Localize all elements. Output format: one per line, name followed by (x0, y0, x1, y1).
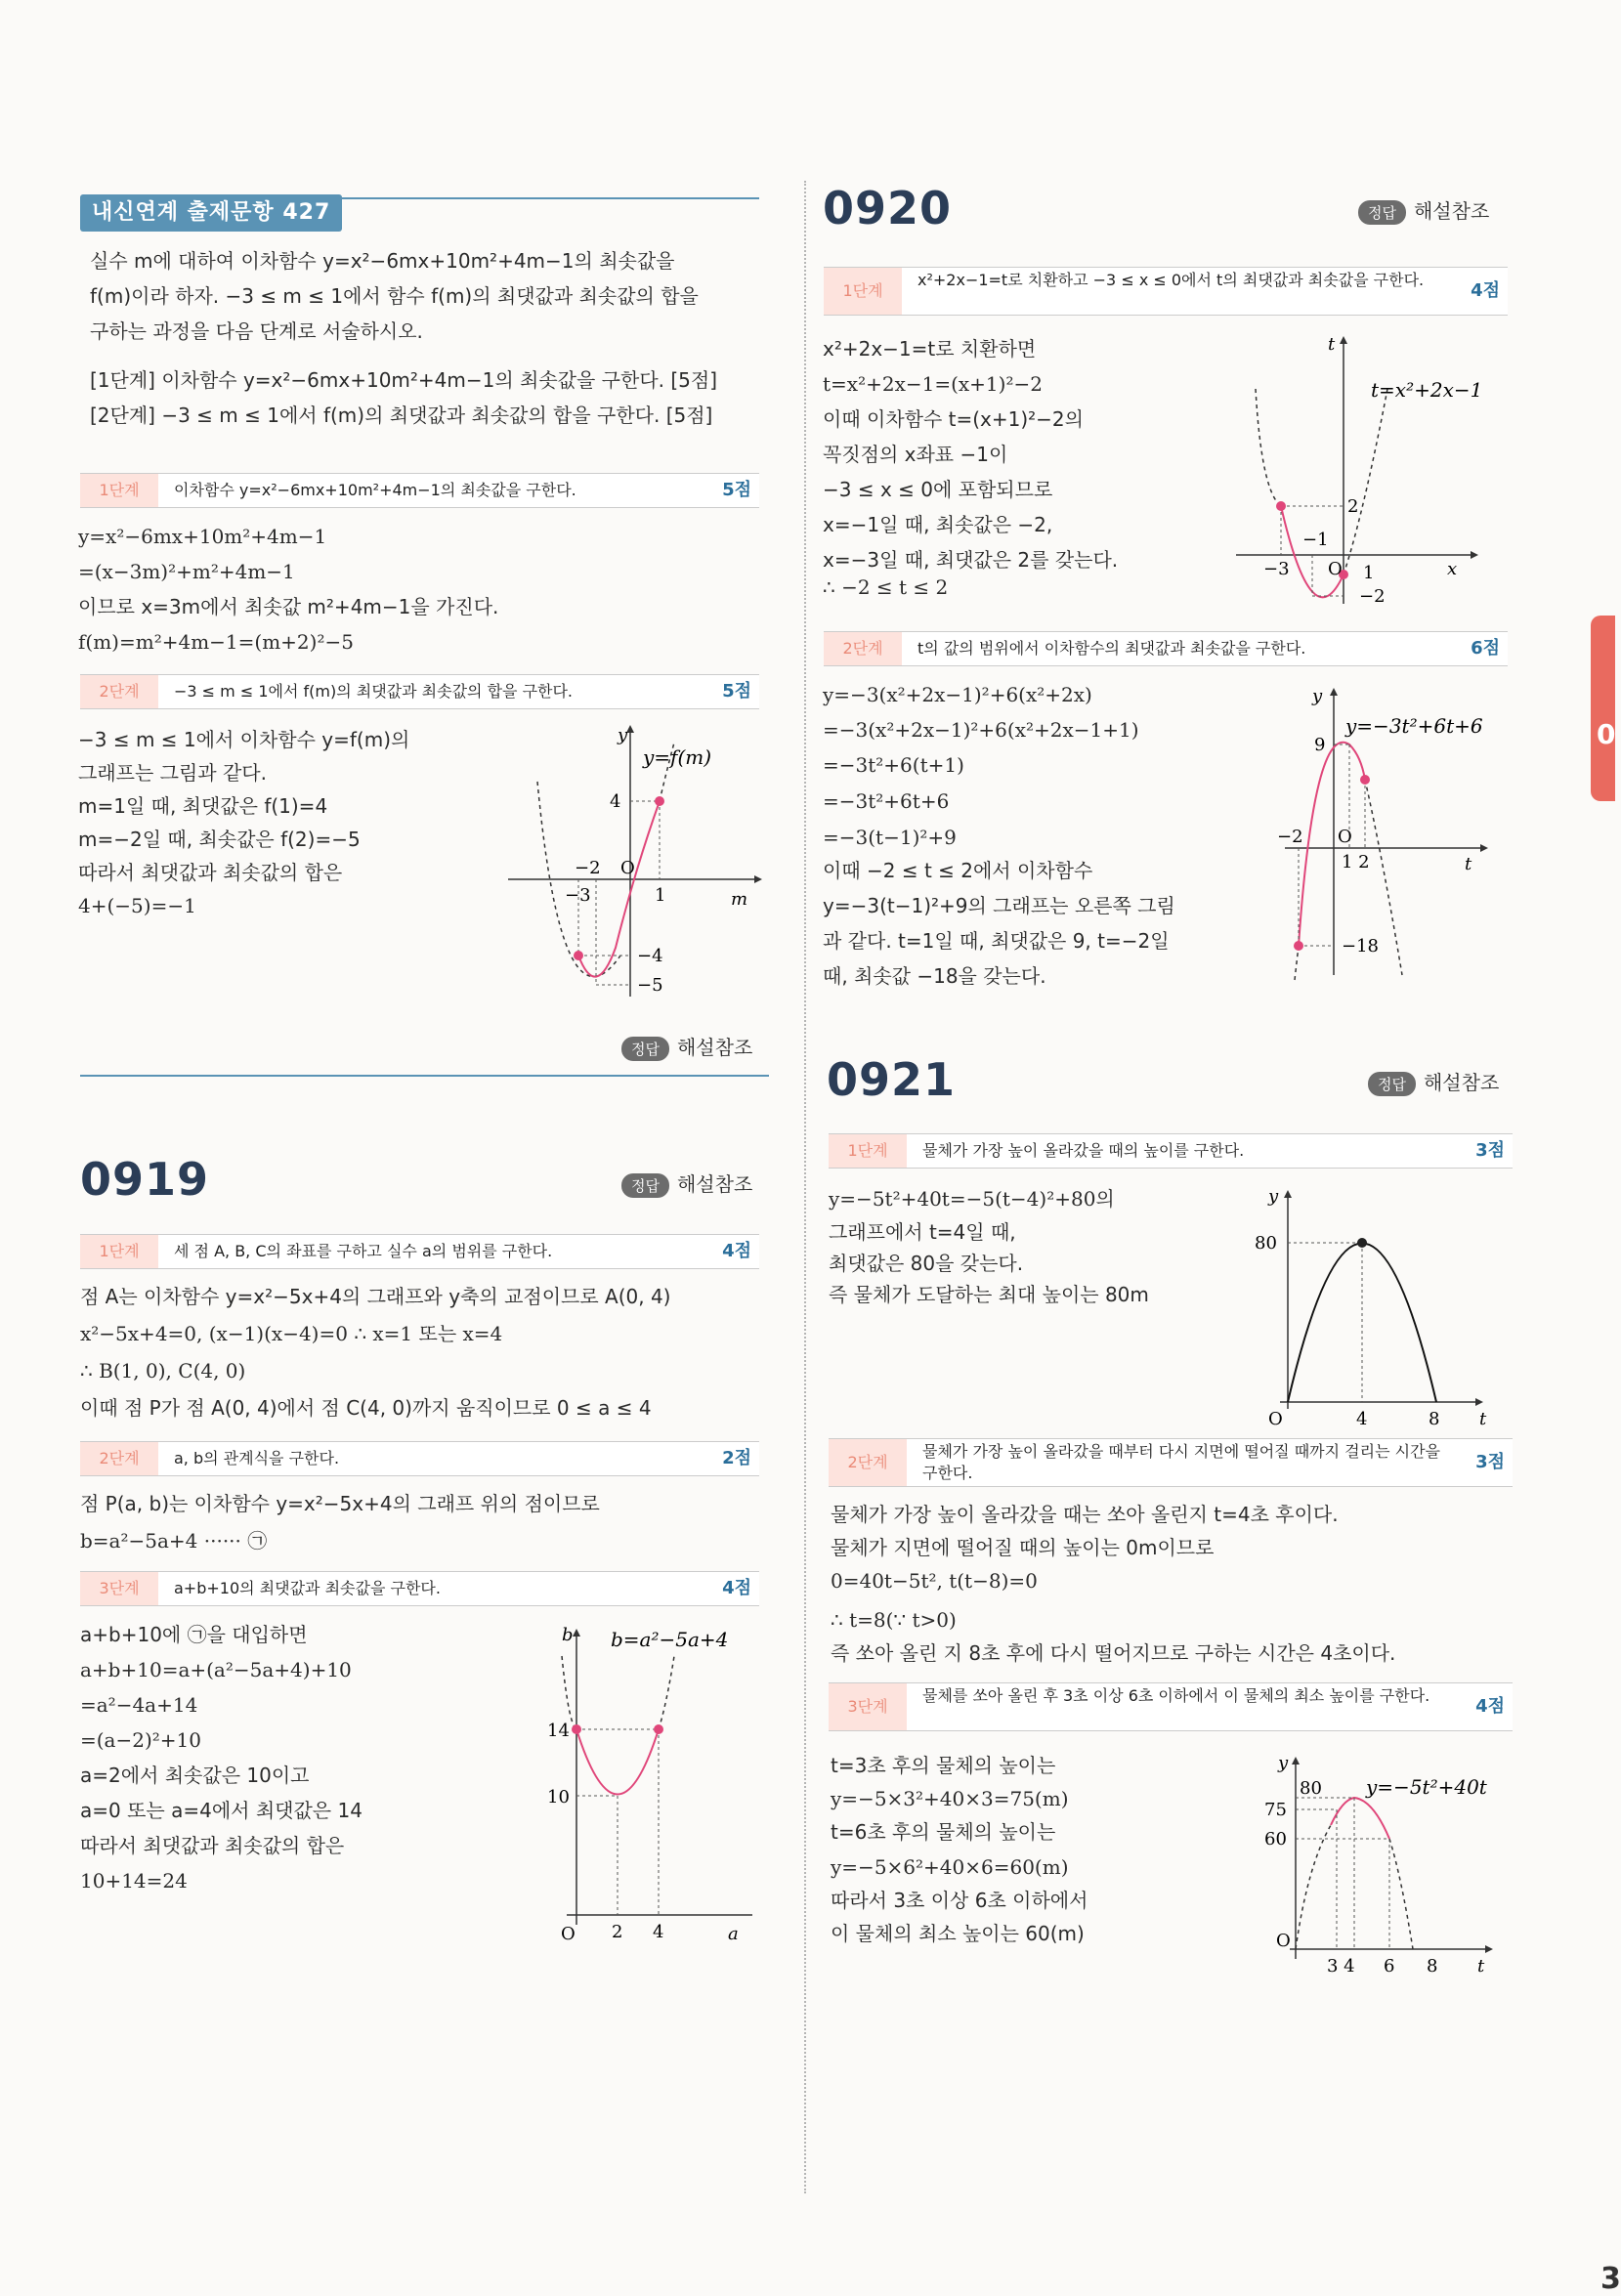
solution-line: =−3t²+6(t+1) (823, 753, 964, 777)
tick-label: 2 (1347, 496, 1359, 517)
solution-line: 이므로 x=3m에서 최솟값 m²+4m−1을 가진다. (78, 595, 499, 618)
step-points: 5점 (722, 681, 751, 702)
step-points: 6점 (1471, 638, 1500, 659)
solution-line: 때, 최솟값 −18을 갖는다. (823, 964, 1046, 988)
problem-line: 구하는 과정을 다음 단계로 서술하시오. (90, 319, 423, 343)
solution-line: y=−5×6²+40×6=60(m) (831, 1855, 1069, 1879)
solution-line: 점 P(a, b)는 이차함수 y=x²−5x+4의 그래프 위의 점이므로 (80, 1492, 600, 1515)
solution-line: 최댓값은 80을 갖는다. (829, 1252, 1024, 1275)
solution-line: ∴ −2 ≤ t ≤ 2 (823, 575, 949, 599)
curve-label: y=−5t²+40t (1366, 1775, 1487, 1799)
axis-label: t (1465, 854, 1472, 874)
graph-t-of-x (1226, 330, 1510, 614)
solution-line: 물체가 가장 높이 올라갔을 때는 쏘아 올린지 t=4초 후이다. (831, 1503, 1339, 1526)
tick-label: 4 (610, 791, 621, 812)
graph-height-range (1251, 1749, 1514, 1983)
solution-line: y=−3(x²+2x−1)²+6(x²+2x) (823, 683, 1092, 706)
solution-line: t=3초 후의 물체의 높이는 (831, 1754, 1056, 1777)
solution-line: 그래프에서 t=4일 때, (829, 1220, 1016, 1244)
step-tag: 2단계 (80, 1442, 158, 1475)
solution-line: b=a²−5a+4 ······ ㉠ (80, 1529, 268, 1552)
step-desc: a+b+10의 최댓값과 최솟값을 구한다. (174, 1579, 441, 1597)
solution-line: ∴ B(1, 0), C(4, 0) (80, 1359, 246, 1382)
tick-label: O (620, 858, 635, 878)
tick-label: 80 (1300, 1778, 1322, 1799)
problem-number-0920: 0920 (823, 182, 953, 234)
axis-label: b (562, 1625, 574, 1645)
tick-label: 60 (1264, 1829, 1287, 1850)
solution-line: 10+14=24 (80, 1869, 188, 1892)
step-tag: 3단계 (829, 1683, 907, 1730)
tick-label: −2 (575, 858, 601, 878)
answer-427 (621, 1032, 752, 1061)
step-tag: 1단계 (80, 474, 158, 507)
solution-line: y=−5×3²+40×3=75(m) (831, 1787, 1069, 1810)
problem-number-0919: 0919 (80, 1153, 210, 1206)
answer-0921 (1368, 1067, 1499, 1096)
solution-line: =−3(x²+2x−1)²+6(x²+2x−1+1) (823, 718, 1139, 742)
tick-label: −2 (1277, 827, 1303, 847)
step-points: 2점 (722, 1448, 751, 1468)
solution-line: t=6초 후의 물체의 높이는 (831, 1820, 1056, 1844)
curve-label: t=x²+2x−1 (1371, 378, 1483, 402)
side-tab-label: 0 (1597, 718, 1616, 750)
tick-label: O (1338, 827, 1352, 847)
axis-label: a (728, 1924, 739, 1944)
solution-line: 따라서 최댓값과 최솟값의 합은 (80, 1834, 345, 1857)
step-3-header (829, 1682, 1513, 1731)
point-t2 (1360, 775, 1370, 785)
solution-line: a=0 또는 a=4에서 최댓값은 14 (80, 1799, 363, 1822)
step-2-header (80, 1441, 759, 1476)
side-tab (1591, 616, 1615, 801)
solution-line: 이때 −2 ≤ t ≤ 2에서 이차함수 (823, 859, 1093, 882)
point-max (655, 796, 664, 806)
tick-label: O (1328, 559, 1343, 579)
step-desc: 세 점 A, B, C의 좌표를 구하고 실수 a의 범위를 구한다. (174, 1242, 553, 1260)
axis-label: y (1278, 1753, 1289, 1773)
problem-step-line: [2단계] −3 ≤ m ≤ 1에서 f(m)의 최댓값과 최솟값의 합을 구한다. [5점] (90, 404, 713, 427)
solution-line: 점 A는 이차함수 y=x²−5x+4의 그래프와 y축의 교점이므로 A(0, 4) (80, 1285, 671, 1308)
axis-label: t (1477, 1956, 1485, 1977)
step-points: 5점 (722, 480, 751, 500)
step-1-header (80, 473, 759, 508)
problem-line: 실수 m에 대하여 이차함수 y=x²−6mx+10m²+4m−1의 최솟값을 (90, 249, 675, 273)
step-points: 4점 (722, 1241, 751, 1261)
tick-label: 8 (1427, 1956, 1438, 1977)
solution-line: 따라서 최댓값과 최솟값의 합은 (78, 861, 343, 884)
step-desc: x²+2x−1=t로 치환하고 −3 ≤ x ≤ 0에서 t의 최댓값과 최솟값을 구한다. (917, 271, 1425, 289)
point-x-3 (1276, 501, 1286, 511)
badge-naesin: 내신연계 출제문항 427 (80, 194, 342, 232)
tick-label: −3 (1263, 559, 1290, 579)
tick-label: 14 (547, 1721, 570, 1741)
badge-rule (80, 197, 759, 199)
problem-number-0921: 0921 (827, 1053, 957, 1106)
solution-line: =(x−3m)²+m²+4m−1 (78, 560, 295, 583)
step-desc: 물체가 가장 높이 올라갔을 때부터 다시 지면에 떨어질 때까지 걸리는 시간을 구한다. (922, 1442, 1440, 1482)
tick-label: −18 (1342, 936, 1379, 957)
solution-line: 이때 이차함수 t=(x+1)²−2의 (823, 407, 1084, 431)
answer-text: 해설참조 (1413, 199, 1490, 223)
solution-line: m=1일 때, 최댓값은 f(1)=4 (78, 794, 328, 818)
solution-line: =−3(t−1)²+9 (823, 826, 957, 849)
step-points: 4점 (722, 1578, 751, 1598)
solution-line: 4+(−5)=−1 (78, 894, 196, 917)
step-tag: 3단계 (80, 1572, 158, 1605)
solution-line: 과 같다. t=1일 때, 최댓값은 9, t=−2일 (823, 929, 1170, 953)
solution-line: 꼭짓점의 x좌표 −1이 (823, 443, 1008, 466)
solution-line: a=2에서 최솟값은 10이고 (80, 1764, 310, 1787)
step-points: 3점 (1475, 1140, 1505, 1161)
step-tag: 1단계 (829, 1134, 907, 1168)
solution-line: y=−5t²+40t=−5(t−4)²+80의 (829, 1187, 1115, 1211)
page-number: 3 (1600, 2262, 1621, 2296)
solution-line: x²+2x−1=t로 치환하면 (823, 337, 1037, 361)
axis-label: t (1479, 1409, 1487, 1429)
answer-0919 (621, 1169, 752, 1198)
solution-line: 물체가 지면에 떨어질 때의 높이는 0m이므로 (831, 1536, 1215, 1559)
graph-height (1241, 1182, 1505, 1429)
tick-label: 6 (1384, 1956, 1395, 1977)
answer-text: 해설참조 (676, 1172, 753, 1196)
tick-label: O (1268, 1409, 1283, 1429)
step-tag: 2단계 (80, 675, 158, 708)
point-vertex (1357, 1238, 1367, 1248)
solution-line: y=−3(t−1)²+9의 그래프는 오른쪽 그림 (823, 894, 1175, 917)
step-1-header (829, 1133, 1513, 1169)
step-desc: 이차함수 y=x²−6mx+10m²+4m−1의 최솟값을 구한다. (174, 481, 576, 499)
tick-label: −1 (1302, 530, 1329, 550)
solution-line: =−3t²+6t+6 (823, 789, 950, 813)
tick-label: 75 (1264, 1800, 1287, 1820)
tick-label: −2 (1359, 586, 1386, 607)
tick-label: 8 (1429, 1409, 1440, 1429)
graph-y-of-t (1256, 682, 1510, 987)
step-2-header (80, 674, 759, 709)
solution-line: m=−2일 때, 최솟값은 f(2)=−5 (78, 828, 361, 851)
solution-line: a+b+10=a+(a²−5a+4)+10 (80, 1658, 352, 1681)
answer-pill: 정답 (1368, 1072, 1416, 1096)
solution-line: 따라서 3초 이상 6초 이하에서 (831, 1889, 1088, 1912)
tick-label: O (1276, 1931, 1291, 1951)
tick-label: 1 (655, 885, 666, 906)
step-3-header (80, 1571, 759, 1606)
curve-label: y=−3t²+6t+6 (1345, 714, 1483, 738)
axis-label: y (1312, 686, 1323, 706)
solution-line: x²−5x+4=0, (x−1)(x−4)=0 ∴ x=1 또는 x=4 (80, 1322, 503, 1345)
curve-label: b=a²−5a+4 (611, 1628, 729, 1651)
step-points: 4점 (1475, 1696, 1505, 1717)
tick-label: −5 (637, 975, 663, 996)
solution-line: −3 ≤ x ≤ 0에 포함되므로 (823, 478, 1053, 501)
answer-0920 (1358, 195, 1489, 225)
solution-line: f(m)=m²+4m−1=(m+2)²−5 (78, 630, 354, 654)
solution-line: t=x²+2x−1=(x+1)²−2 (823, 372, 1043, 396)
solution-line: 즉 쏘아 올린 지 8초 후에 다시 떨어지므로 구하는 시간은 4초이다. (831, 1641, 1396, 1665)
solution-line: 그래프는 그림과 같다. (78, 761, 267, 785)
solution-line: y=x²−6mx+10m²+4m−1 (78, 525, 327, 548)
step-tag: 1단계 (80, 1235, 158, 1268)
tick-label: 4 (653, 1922, 664, 1942)
tick-label: 2 (612, 1922, 623, 1942)
step-1-header (80, 1234, 759, 1269)
tick-label: 10 (547, 1787, 570, 1807)
step-points: 3점 (1475, 1452, 1505, 1472)
point-min (574, 951, 583, 960)
answer-pill: 정답 (621, 1037, 669, 1061)
step-desc: a, b의 관계식을 구한다. (174, 1449, 340, 1467)
step-points: 4점 (1471, 280, 1500, 301)
step-tag: 1단계 (824, 268, 902, 315)
section-divider (80, 1075, 769, 1077)
axis-label: m (731, 889, 748, 910)
solution-line: 즉 물체가 도달하는 최대 높이는 80m (829, 1283, 1149, 1306)
step-desc: −3 ≤ m ≤ 1에서 f(m)의 최댓값과 최솟값의 합을 구한다. (174, 682, 574, 701)
step-1-header (824, 267, 1508, 316)
solution-line: x=−1일 때, 최솟값은 −2, (823, 513, 1053, 536)
graph-f-of-m (498, 713, 762, 1006)
solution-line: 이 물체의 최소 높이는 60(m) (831, 1922, 1085, 1945)
point-a4 (654, 1724, 663, 1734)
curve-label: y=f(m) (643, 745, 712, 769)
column-divider (804, 181, 806, 2193)
solution-line: 이때 점 P가 점 A(0, 4)에서 점 C(4, 0)까지 움직이므로 0 ≤ a ≤ 4 (80, 1396, 652, 1420)
solution-line: 0=40t−5t², t(t−8)=0 (831, 1569, 1038, 1593)
solution-line: a+b+10에 ㉠을 대입하면 (80, 1623, 308, 1646)
axis-label: t (1328, 334, 1336, 355)
axis-label: x (1447, 559, 1458, 579)
solution-line: ∴ t=8(∵ t>0) (831, 1608, 957, 1632)
step-tag: 2단계 (829, 1439, 907, 1486)
answer-text: 해설참조 (676, 1036, 753, 1059)
tick-label: 3 4 (1327, 1956, 1355, 1977)
step-2-header (824, 631, 1508, 666)
axis-label: y (1268, 1186, 1279, 1207)
tick-label: 80 (1255, 1233, 1277, 1254)
tick-label: O (561, 1924, 576, 1944)
step-2-header (829, 1438, 1513, 1487)
axis-label: y (618, 725, 628, 745)
tick-label: −4 (637, 946, 663, 966)
problem-step-line: [1단계] 이차함수 y=x²−6mx+10m²+4m−1의 최솟값을 구한다. [5점] (90, 368, 718, 392)
tick-label: 4 (1356, 1409, 1368, 1429)
problem-line: f(m)이라 하자. −3 ≤ m ≤ 1에서 함수 f(m)의 최댓값과 최솟값의 합을 (90, 284, 699, 308)
solution-line: =a²−4a+14 (80, 1693, 198, 1717)
answer-pill: 정답 (621, 1173, 669, 1198)
step-tag: 2단계 (824, 632, 902, 665)
tick-label: 1 2 (1342, 852, 1370, 872)
point-a0 (572, 1724, 581, 1734)
tick-label: −3 (565, 885, 591, 906)
solution-line: x=−3일 때, 최댓값은 2를 갖는다. (823, 548, 1119, 572)
step-desc: 물체가 가장 높이 올라갔을 때의 높이를 구한다. (922, 1141, 1245, 1160)
tick-label: 9 (1314, 735, 1326, 755)
answer-text: 해설참조 (1423, 1071, 1500, 1094)
point-t-2 (1294, 941, 1303, 951)
answer-pill: 정답 (1358, 200, 1406, 225)
step-desc: t의 값의 범위에서 이차함수의 최댓값과 최솟값을 구한다. (917, 639, 1306, 658)
solution-line: −3 ≤ m ≤ 1에서 이차함수 y=f(m)의 (78, 728, 410, 751)
solution-line: =(a−2)²+10 (80, 1728, 201, 1752)
step-desc: 물체를 쏘아 올린 후 3초 이상 6초 이하에서 이 물체의 최소 높이를 구한다. (922, 1686, 1430, 1705)
tick-label: 1 (1363, 563, 1375, 583)
graph-b-of-a (528, 1617, 762, 1949)
